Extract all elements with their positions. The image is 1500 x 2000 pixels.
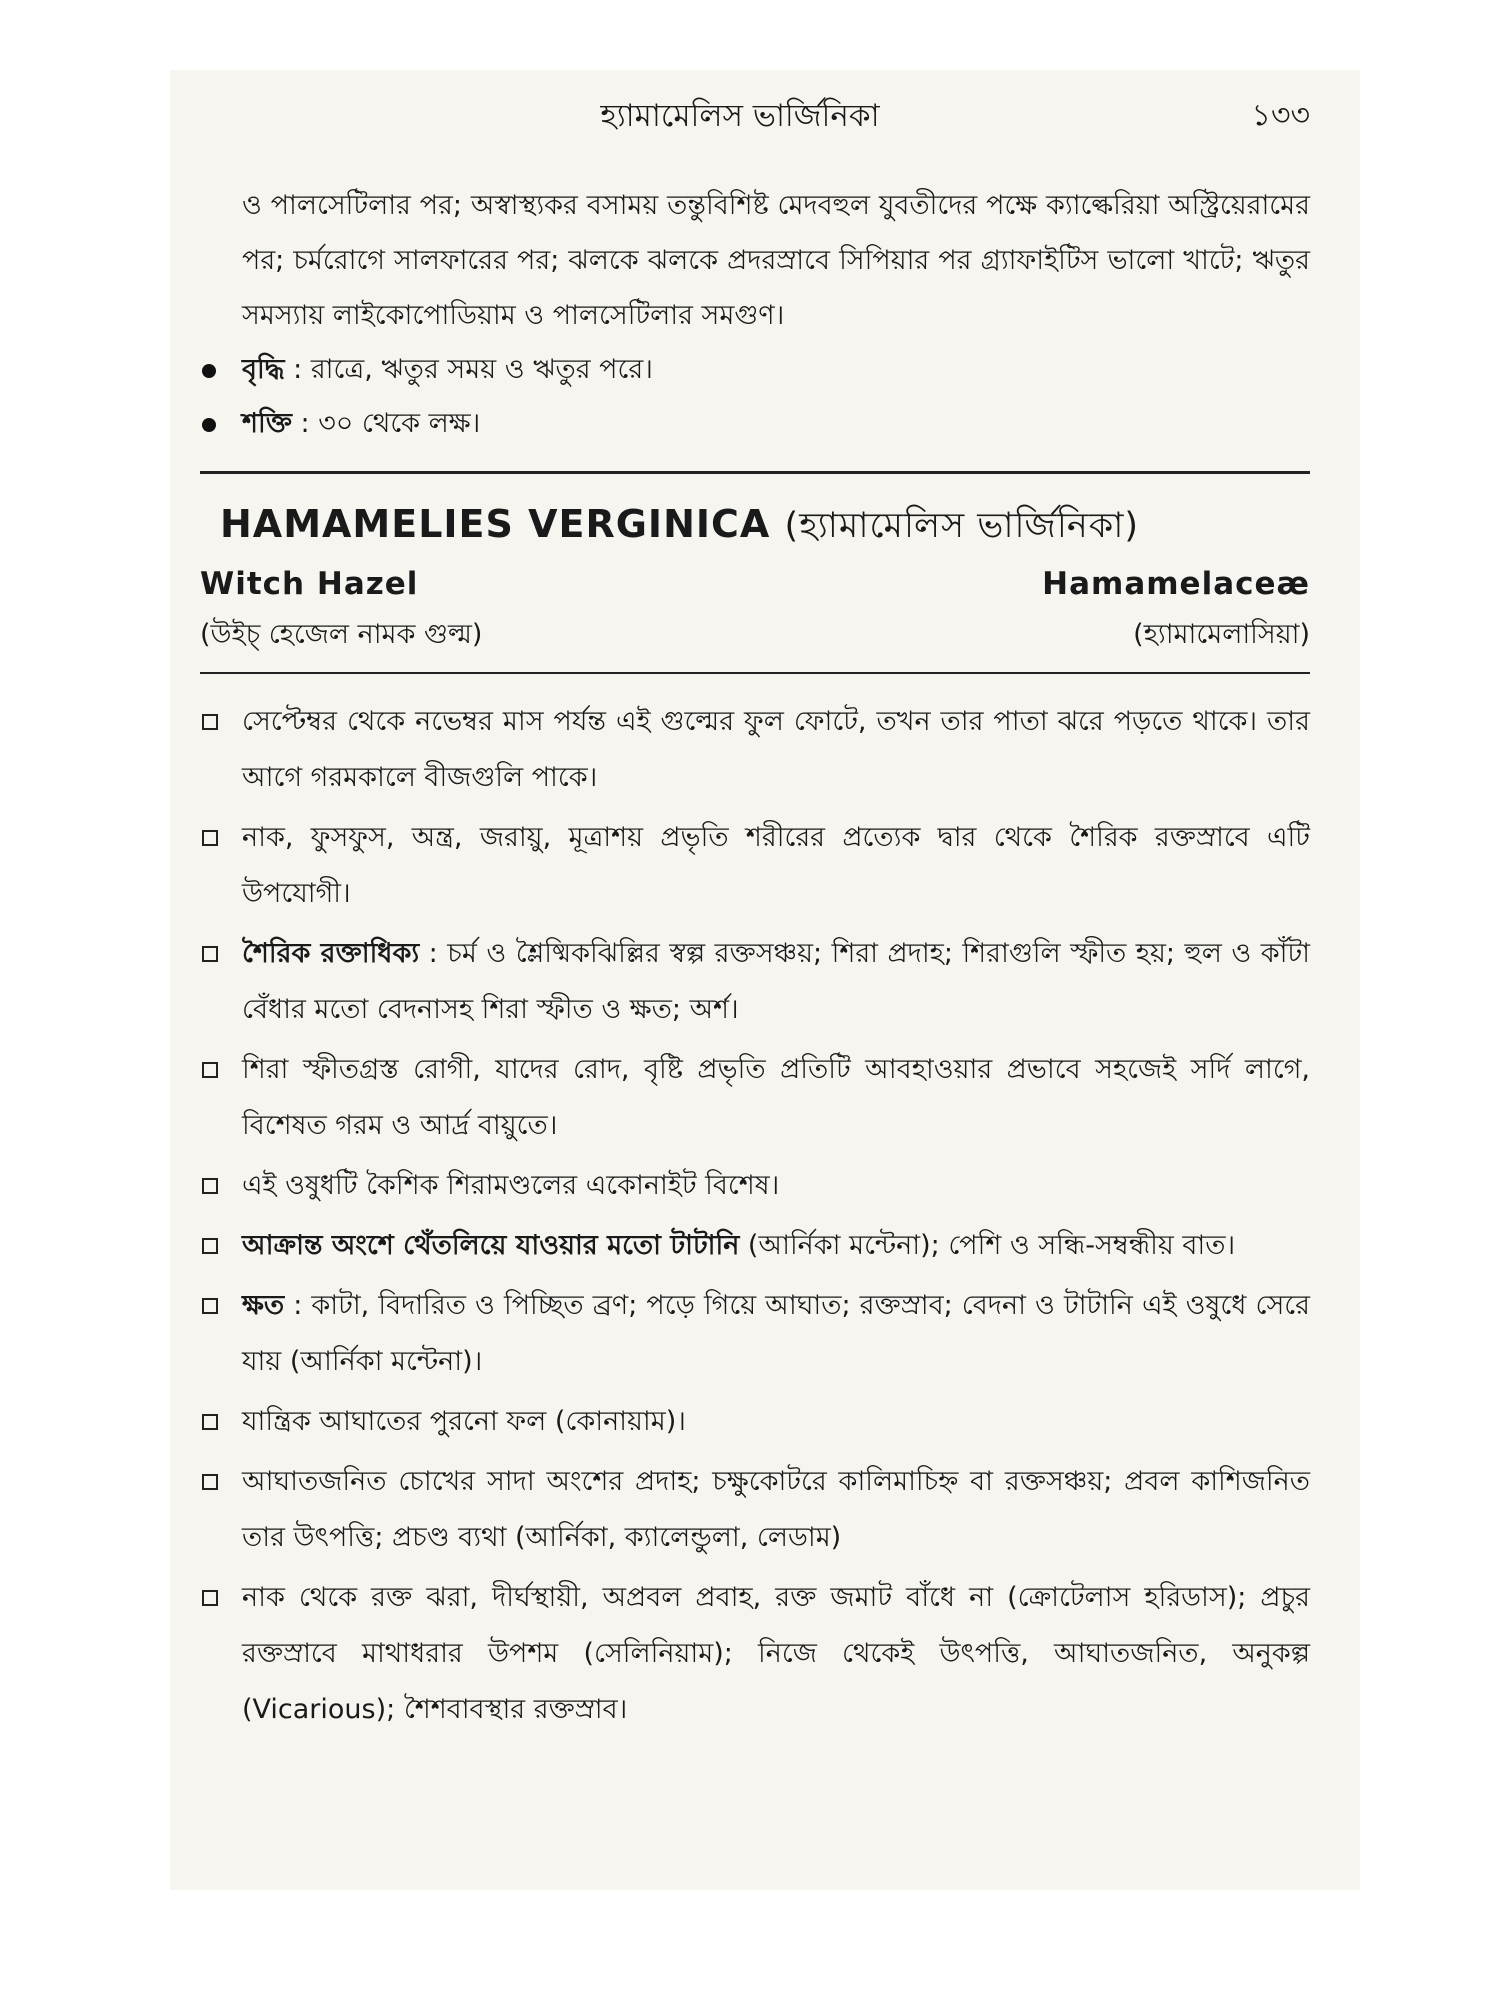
list-item <box>200 1218 1310 1274</box>
page-content <box>200 178 1310 1742</box>
bullet-text: : রাত্রে, ঋতুর সময় ও ঋতুর পরে। <box>284 354 653 385</box>
list-item <box>200 1394 1310 1450</box>
list-item <box>200 1454 1310 1566</box>
checkbox-bullet-icon <box>202 830 218 846</box>
bullet-label: শক্তি <box>242 408 292 439</box>
checkbox-bullet-icon <box>202 1178 218 1194</box>
item-text: যান্ত্রিক আঘাতের পুরনো ফল (কোনায়াম)। <box>242 1406 686 1437</box>
remedy-names-bn <box>200 614 1310 662</box>
remedy-names <box>200 566 1310 614</box>
item-text: সেপ্টেম্বর থেকে নভেম্বর মাস পর্যন্ত এই গুল্মের ফুল ফোটে, তখন তার পাতা ঝরে পড়তে থাকে। তার আগে গরমকালে বীজগুলি পাকে। <box>242 706 1310 793</box>
bullet-potency <box>200 397 1310 451</box>
checkbox-bullet-icon <box>202 1474 218 1490</box>
page-number: ১৩৩ <box>1251 98 1310 133</box>
item-text: : কাটা, বিদারিত ও পিচ্ছিত ব্রণ; পড়ে গিয়ে আঘাত; রক্তস্রাব; বেদনা ও টাটানি এই ওষুধে সেরে যায় (আর্নিকা মন্টেনা)। <box>242 1290 1310 1377</box>
section-divider <box>200 471 1310 474</box>
item-text: আঘাতজনিত চোখের সাদা অংশের প্রদাহ; চক্ষুকোটরে কালিমাচিহ্ন বা রক্তসঞ্চয়; প্রবল কাশিজনিত তার উৎপত্তি; প্রচণ্ড ব্যথা (আর্নিকা, ক্যালেন্ডুলা, লেডাম) <box>242 1466 1310 1553</box>
checkbox-bullet-icon <box>202 1590 218 1606</box>
intro-paragraph: ও পালসেটিলার পর; অস্বাস্থ্যকর বসাময় তন্তুবিশিষ্ট মেদবহুল যুবতীদের পক্ষে ক্যাল্কেরিয়া অস্ট্রিয়েরামের পর; চর্মরোগে সালফারের পর; ঝলকে ঝলকে প্রদরস্রাবে সিপিয়ার পর গ্র্যাফাইটিস ভালো খাটে; ঋতুর সমস্যায় লাইকোপোডিয়াম ও পালসেটিলার সমগুণ। <box>242 190 1310 331</box>
list-item <box>200 1042 1310 1154</box>
remedy-title-en: HAMAMELIES VERGINICA <box>220 502 771 546</box>
item-text: : চর্ম ও শ্লৈষ্মিকঝিল্লির স্বল্প রক্তসঞ্চয়; শিরা প্রদাহ; শিরাগুলি স্ফীত হয়; হুল ও কাঁটা বেঁধার মতো বেদনাসহ শিরা স্ফীত ও ক্ষত; অর্শ। <box>242 938 1310 1025</box>
item-text: এই ওষুধটি কৈশিক শিরামণ্ডলের একোনাইট বিশেষ। <box>242 1170 780 1201</box>
checkbox-bullet-icon <box>202 946 218 962</box>
bullet-label: বৃদ্ধি <box>242 354 285 385</box>
checkbox-bullet-icon <box>202 1298 218 1314</box>
common-name-bn: (উইচ্ হেজেল নামক গুল্ম) <box>200 619 483 650</box>
list-item <box>200 926 1310 1038</box>
family-name: Hamamelaceæ <box>1042 566 1310 602</box>
checkbox-bullet-icon <box>202 1238 218 1254</box>
item-text: (আর্নিকা মন্টেনা); পেশি ও সন্ধি-সম্বন্ধীয় বাত। <box>739 1230 1236 1261</box>
common-name: Witch Hazel <box>200 566 419 602</box>
bullet-aggravation <box>200 343 1310 397</box>
bullet-icon <box>202 364 216 378</box>
item-bold: আক্রান্ত অংশে থেঁতলিয়ে যাওয়ার মতো টাটানি <box>242 1230 740 1261</box>
item-text: শিরা স্ফীতগ্রস্ত রোগী, যাদের রোদ, বৃষ্টি প্রভৃতি প্রতিটি আবহাওয়ার প্রভাবে সহজেই সর্দি লাগে, বিশেষত গরম ও আর্দ্র বায়ুতে। <box>242 1054 1310 1141</box>
item-bold: ক্ষত <box>242 1290 285 1321</box>
list-item <box>200 694 1310 806</box>
checkbox-bullet-icon <box>202 1062 218 1078</box>
item-text: নাক থেকে রক্ত ঝরা, দীর্ঘস্থায়ী, অপ্রবল প্রবাহ, রক্ত জমাট বাঁধে না (ক্রোটেলাস হরিডাস); প্রচুর রক্তস্রাবে মাথাধরার উপশম (সেলিনিয়াম); নিজে থেকেই উৎপত্তি, আঘাতজনিত, অনুকল্প (Vicarious); শৈশবাবস্থার রক্তস্রাব। <box>242 1582 1310 1725</box>
item-text: নাক, ফুসফুস, অন্ত্র, জরায়ু, মূত্রাশয় প্রভৃতি শরীরের প্রত্যেক দ্বার থেকে শৈরিক রক্তস্রাবে এটি উপযোগী। <box>242 822 1310 909</box>
family-name-bn: (হ্যামামেলাসিয়া) <box>1133 619 1310 650</box>
checkbox-bullet-icon <box>202 1414 218 1430</box>
item-bold: শৈরিক রক্তাধিক্য <box>242 938 420 969</box>
page-header <box>170 90 1310 142</box>
checkbox-bullet-icon <box>202 714 218 730</box>
remedy-items <box>200 694 1310 1738</box>
remedy-title-bn: (হ্যামামেলিস ভার্জিনিকা) <box>784 506 1140 546</box>
bullet-icon <box>202 418 216 432</box>
list-item <box>200 1278 1310 1390</box>
running-head: হ্যামামেলিস ভার্জিনিকা <box>600 98 880 134</box>
header-divider <box>200 672 1310 674</box>
list-item <box>200 1158 1310 1214</box>
remedy-title <box>220 498 1310 552</box>
list-item <box>200 1570 1310 1738</box>
bullet-text: : ৩০ থেকে লক্ষ। <box>291 408 481 439</box>
list-item <box>200 810 1310 922</box>
